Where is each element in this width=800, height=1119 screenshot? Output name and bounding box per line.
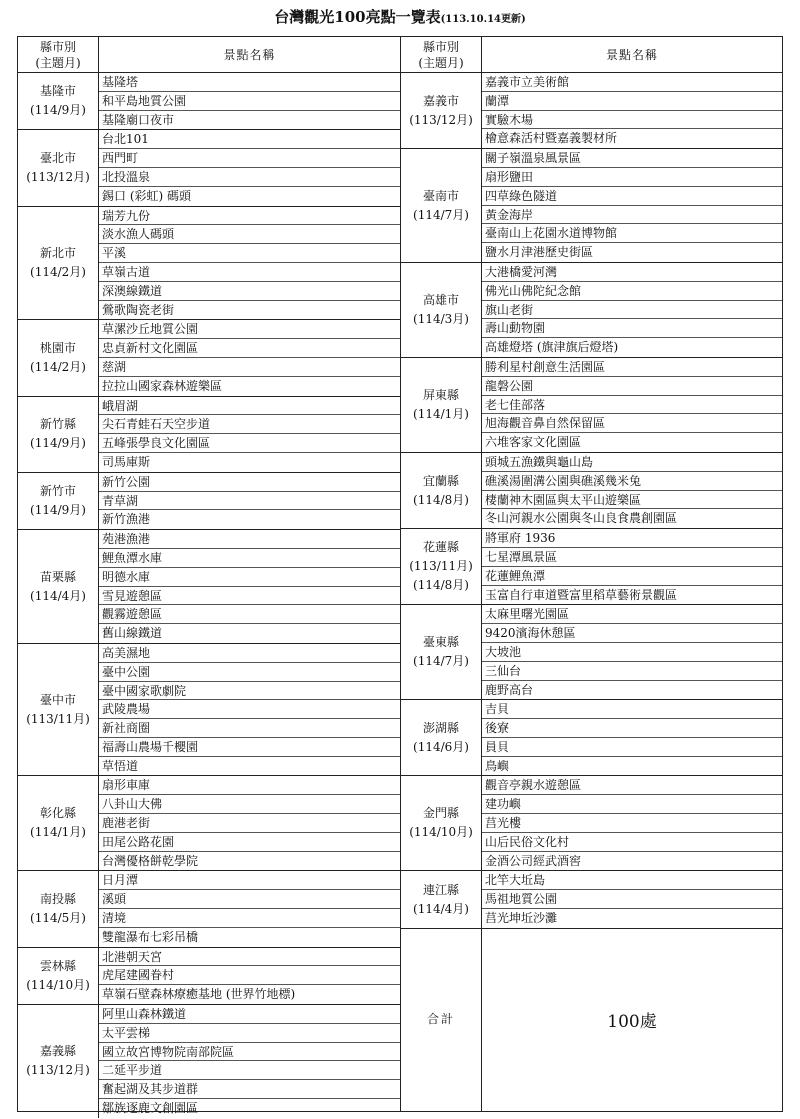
region-name: 屏東縣 [422,387,459,402]
theme-month: (114/10月) [409,825,473,840]
region-group [401,453,782,529]
region-cell [18,130,99,205]
region-group [401,149,782,263]
spot-row: 扇形車庫 [99,776,400,795]
spot-list [482,453,782,528]
spot-row: 國立故宮博物院南部院區 [99,1043,400,1062]
region-name: 基隆市 [39,84,76,99]
spot-row: 武陵農場 [99,700,400,719]
spot-row: 鹽水月津港歷史街區 [485,245,594,260]
right-column [401,37,782,1111]
region-cell [18,320,99,395]
theme-month: (114/5月) [30,911,86,926]
region-cell [18,530,99,643]
region-name: 連江縣 [422,882,459,897]
spot-row: 台灣優格餅乾學院 [102,853,199,868]
region-group [18,871,400,947]
theme-month: (114/3月) [413,311,469,326]
region-cell [401,871,482,927]
theme-month: (114/7月) [413,654,469,669]
region-cell [401,453,482,528]
theme-month: (114/4月) [413,901,469,916]
spot-list [99,397,400,472]
spot-row: 八卦山大佛 [99,795,400,814]
spot-row: 北竿大坵島 [482,871,782,890]
spot-row: 鯉魚潭水庫 [99,549,400,568]
region-name: 桃園市 [39,340,76,355]
region-name: 苗栗縣 [39,569,76,584]
theme-month: (113/12月) [26,1063,90,1078]
region-name: 花蓮縣 [422,540,459,555]
spot-row: 阿里山森林鐵道 [99,1005,400,1024]
region-name: 澎湖縣 [422,720,459,735]
region-cell [401,776,482,870]
spot-row: 北港朝天宮 [99,948,400,967]
spot-row: 後寮 [482,719,782,738]
spot-row: 慈湖 [99,358,400,377]
spot-row: 員貝 [482,738,782,757]
spot-row: 高雄燈塔 (旗津旗后燈塔) [485,340,619,355]
region-name: 臺中市 [39,692,76,707]
region-header [18,37,99,72]
region-group [18,530,400,644]
spot-row: 壽山動物園 [482,319,782,338]
spot-list [482,700,782,775]
update-date: (113.10.14更新) [440,14,526,25]
region-group [401,871,782,928]
spot-row: 建功嶼 [482,795,782,814]
spot-row: 莒光坤坵沙灘 [485,911,558,926]
spot-row: 三仙台 [482,662,782,681]
theme-month: (114/2月) [30,264,86,279]
region-group [18,207,400,321]
region-group [18,320,400,396]
spot-list [482,529,782,604]
theme-month: (114/2月) [30,359,86,374]
spot-row: 扇形鹽田 [482,168,782,187]
spot-row: 台北101 [99,130,400,149]
spot-row: 福壽山農場千櫻園 [99,738,400,757]
spot-row: 實驗木場 [482,111,782,130]
spot-row: 苑港漁港 [99,530,400,549]
spot-list [99,530,400,643]
region-name: 彰化縣 [39,806,76,821]
total-row [401,929,782,1111]
spot-row: 司馬庫斯 [102,454,151,469]
region-cell [18,948,99,1004]
spot-row: 北投溫泉 [99,168,400,187]
region-cell [18,473,99,529]
spot-row: 錫口 (彩虹) 碼頭 [102,188,191,203]
spot-row: 觀霧遊憩區 [99,605,400,624]
left-body [18,73,400,1118]
spot-row: 大坡池 [482,643,782,662]
spot-list [99,207,400,320]
theme-month: (114/8月) [413,492,469,507]
region-cell [18,207,99,320]
spot-row: 關子嶺溫泉風景區 [482,149,782,168]
spot-row: 佛光山佛陀紀念館 [482,282,782,301]
theme-month: (114/4月) [30,588,86,603]
theme-month: (114/1月) [413,406,469,421]
spot-row: 淡水漁人碼頭 [99,225,400,244]
spot-list [482,605,782,699]
table-header-right [401,37,782,73]
spot-list [99,473,400,529]
region-group [18,130,400,206]
spot-row: 日月潭 [99,871,400,890]
theme-month: (114/10月) [26,977,90,992]
spot-row: 溪頭 [99,890,400,909]
spot-row: 明德水庫 [99,568,400,587]
spot-row: 莒光樓 [482,814,782,833]
region-group [401,605,782,700]
spot-row: 新社商圈 [99,719,400,738]
spot-list [99,320,400,395]
spot-row: 雪見遊憩區 [99,587,400,606]
spot-row: 青草湖 [99,492,400,511]
spot-list [99,644,400,776]
region-cell [18,776,99,870]
region-name: 雲林縣 [39,958,76,973]
spot-row: 臺南山上花園水道博物館 [482,224,782,243]
theme-month: (114/9月) [30,436,86,451]
theme-month: (114/1月) [30,825,86,840]
theme-month: (113/12月) [26,169,90,184]
spot-row: 冬山河親水公園與冬山良食農創園區 [485,511,678,526]
spot-row: 二延平步道 [99,1061,400,1080]
region-header-line1: 縣市別 [39,39,76,54]
spot-row: 大港橋愛河灣 [482,263,782,282]
region-name: 臺南市 [422,188,459,203]
region-group [18,776,400,871]
region-name: 新竹縣 [39,417,76,432]
spot-row: 清境 [99,909,400,928]
spot-row: 太平雲梯 [99,1024,400,1043]
spot-row: 花蓮鯉魚潭 [482,567,782,586]
spot-list [99,776,400,870]
theme-month: (113/11月) [26,711,90,726]
region-header-line2: (主題月) [418,55,464,70]
region-group [18,644,400,777]
region-cell [401,529,482,604]
region-group [401,529,782,605]
region-name: 宜蘭縣 [422,473,459,488]
spot-row: 尖石青蛙石天空步道 [99,415,400,434]
region-cell [18,1005,99,1118]
region-name: 嘉義縣 [39,1044,76,1059]
spot-row: 觀音亭親水遊憩區 [482,776,782,795]
right-body [401,73,782,1111]
spot-row: 草嶺石壁森林療癒基地 (世界竹地標) [102,987,296,1002]
region-cell [401,149,482,262]
spot-row: 五峰張學良文化園區 [99,434,400,453]
spot-row: 頭城五漁鐵與龜山島 [482,453,782,472]
spot-list [482,871,782,927]
spot-row: 檜意森活村暨嘉義製材所 [485,131,618,146]
spot-row: 基隆塔 [99,73,400,92]
spot-row: 忠貞新村文化園區 [99,339,400,358]
region-cell [401,700,482,775]
spot-list [99,130,400,205]
page-title [0,6,800,27]
spot-row: 平溪 [99,244,400,263]
total-label: 合計 [401,929,482,1111]
region-group [18,397,400,473]
spot-row: 旭海觀音鼻自然保留區 [482,414,782,433]
spot-row: 七星潭風景區 [482,548,782,567]
spots-header: 景點名稱 [223,48,276,62]
region-header-line2: (主題月) [35,55,81,70]
spot-row: 將軍府 1936 [482,529,782,548]
spot-row: 雙龍瀑布七彩吊橋 [102,929,199,944]
spot-row: 舊山線鐵道 [102,626,163,641]
spot-row: 金酒公司經武酒窖 [485,853,582,868]
title-text: 台灣觀光100亮點一覽表 [274,8,441,26]
spot-row: 峨眉湖 [99,397,400,416]
theme-month: (114/6月) [413,739,469,754]
spot-row: 草嶺古道 [99,263,400,282]
spot-row: 太麻里曙光園區 [482,605,782,624]
spot-row: 棲蘭神木園區與太平山遊樂區 [482,491,782,510]
region-group [18,948,400,1005]
region-cell [401,73,482,148]
spot-list [99,948,400,1004]
spots-table [17,36,783,1116]
region-name: 臺東縣 [422,635,459,650]
spot-row: 四草綠色隧道 [482,187,782,206]
spot-row: 鄒族逐鹿文創園區 [102,1101,199,1116]
spot-row: 拉拉山國家森林遊樂區 [102,378,223,393]
left-column [18,37,401,1116]
region-name: 新竹市 [39,483,76,498]
region-header [401,37,482,72]
region-group [401,700,782,776]
spot-row: 旗山老街 [482,301,782,320]
spot-row: 馬祖地質公園 [482,890,782,909]
spot-row: 草漯沙丘地質公園 [99,320,400,339]
spot-row: 吉貝 [482,700,782,719]
spot-row: 臺中公園 [99,663,400,682]
spot-row: 黃金海岸 [482,206,782,225]
region-cell [401,605,482,699]
region-group [18,473,400,530]
spot-row: 新竹公園 [99,473,400,492]
region-cell [401,358,482,452]
spot-row: 鹿港老街 [99,814,400,833]
theme-month: (114/9月) [30,103,86,118]
spot-row: 奮起湖及其步道群 [99,1080,400,1099]
spot-row: 鹿野高台 [485,682,534,697]
spot-list [482,263,782,357]
spot-row: 和平島地質公園 [99,92,400,111]
spot-list [482,358,782,452]
theme-month: (114/9月) [30,502,86,517]
spot-row: 嘉義市立美術館 [482,73,782,92]
spot-row: 六堆客家文化園區 [485,435,582,450]
spot-row: 新竹漁港 [102,512,151,527]
region-cell [18,73,99,129]
spot-row: 龍磐公園 [482,377,782,396]
spot-row: 勝利星村創意生活園區 [482,358,782,377]
spot-row: 瑞芳九份 [99,207,400,226]
region-cell [18,397,99,472]
theme-month: (114/7月) [413,207,469,222]
spot-row: 田尾公路花園 [99,833,400,852]
spot-list [482,73,782,148]
spot-row: 老七佳部落 [482,396,782,415]
spot-row: 礁溪湯圍溝公園與礁溪幾米兔 [482,472,782,491]
spot-row: 虎尾建國眷村 [99,966,400,985]
region-cell [18,644,99,776]
spot-row: 玉富自行車道暨富里稻草藝術景觀區 [485,587,678,602]
region-name: 臺北市 [39,150,76,165]
spots-header: 景點名稱 [605,48,658,62]
spot-row: 基隆廟口夜市 [102,112,175,127]
spot-list [99,1005,400,1118]
region-name: 嘉義市 [422,93,459,108]
region-group [401,776,782,871]
region-name: 新北市 [39,245,76,260]
spot-list [482,776,782,870]
spot-row: 草悟道 [102,758,139,773]
theme-month: (114/8月) [413,578,469,593]
region-header-line1: 縣市別 [422,39,459,54]
theme-month: (113/11月) [409,559,473,574]
spot-row: 鳥嶼 [485,758,510,773]
region-cell [401,263,482,357]
region-group [18,1005,400,1118]
region-cell [18,871,99,946]
total-value: 100處 [607,1012,657,1033]
spot-row: 山后民俗文化村 [482,833,782,852]
region-group [401,358,782,453]
spot-row: 臺中國家歌劇院 [99,682,400,701]
spot-row: 高美濕地 [99,644,400,663]
table-header-left [18,37,400,73]
spot-row: 西門町 [99,149,400,168]
spot-list [482,149,782,262]
region-name: 金門縣 [422,806,459,821]
region-group [401,263,782,358]
region-group [401,73,782,149]
spot-row: 9420濱海休憩區 [482,624,782,643]
theme-month: (113/12月) [409,112,473,127]
spot-list [99,73,400,129]
region-name: 南投縣 [39,892,76,907]
region-group [18,73,400,130]
spot-row: 鶯歌陶瓷老街 [102,302,175,317]
spot-row: 深澳線鐵道 [99,282,400,301]
spot-row: 蘭潭 [482,92,782,111]
region-name: 高雄市 [422,292,459,307]
spot-list [99,871,400,946]
